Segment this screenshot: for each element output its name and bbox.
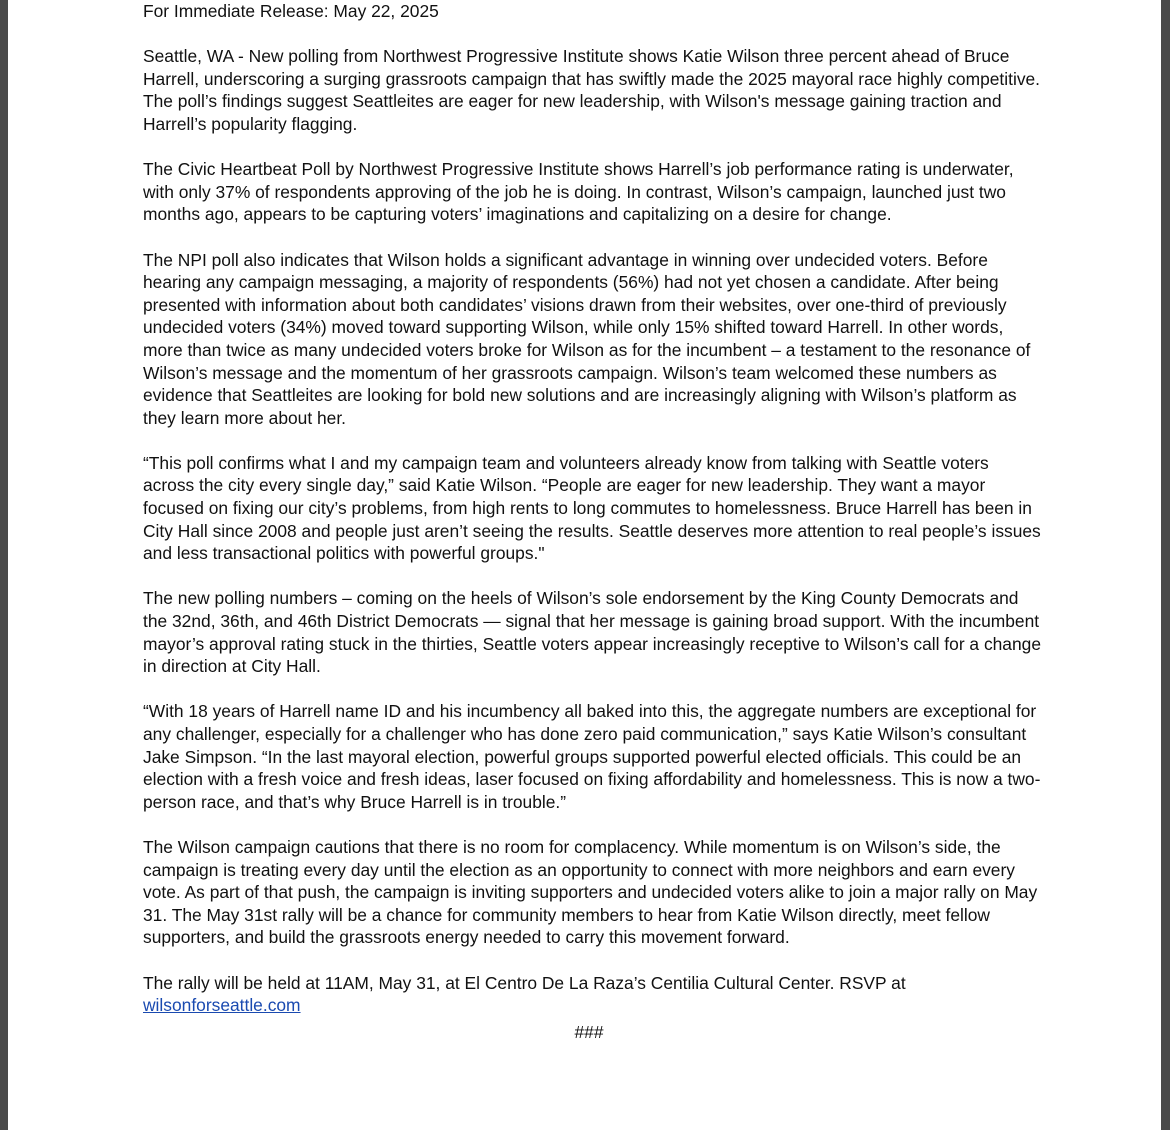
paragraph-civic-heartbeat: The Civic Heartbeat Poll by Northwest Progressive Institute shows Harrell’s job performance rating is underwater, with only 37% of respondents approving of the job he is doing. In contrast, Wilson’s campaign, launched just two months ago, appears to be capturing voters’ imaginations and capitalizing on a desire for change. <box>143 159 1014 225</box>
paragraph-wilson-quote: “This poll confirms what I and my campaign team and volunteers already know from talking with Seattle voters across the city every single day,” said Katie Wilson. “People are eager for new leadership. They want a mayor focused on fixing our city’s problems, from high rents to long commutes to homelessness. Bruce Harrell has been in City Hall since 2008 and people just aren’t seeing the results. Seattle deserves more attention to real people’s issues and less transactional politics with powerful groups." <box>143 452 1041 564</box>
left-window-edge <box>0 0 8 1130</box>
paragraph-polling-lead: Seattle, WA - New polling from Northwest Progressive Institute shows Katie Wilson three percent ahead of Bruce Harrell, underscoring a surging grassroots campaign that has swiftly made the 2025 mayoral race highly competitive. The poll’s findings suggest Seattleites are eager for new leadership, with Wilson's message gaining traction and Harrell’s popularity flagging. <box>143 46 1041 134</box>
paragraph-undecided-voters: The NPI poll also indicates that Wilson holds a significant advantage in winning over undecided voters. Before hearing any campaign messaging, a majority of respondents (56%) had not yet chosen a candidate. After being presented with information about both candidates’ visions drawn from their websites, over one-third of previously undecided voters (34%) moved toward supporting Wilson, while only 15% shifted toward Harrell. In other words, more than twice as many undecided voters broke for Wilson as for the incumbent – a testament to the resonance of Wilson’s message and the momentum of her grassroots campaign. Wilson’s team welcomed these numbers as evidence that Seattleites are looking for bold new solutions and are increasingly aligning with Wilson’s platform as they learn more about her. <box>143 249 1031 428</box>
paragraph-endorsements: The new polling numbers – coming on the heels of Wilson’s sole endorsement by the King County Democrats and the 32nd, 36th, and 46th District Democrats — signal that her message is gaining broad support. With the incumbent mayor’s approval rating stuck in the thirties, Seattle voters appear increasingly receptive to Wilson’s call for a change in direction at City Hall. <box>143 588 1041 677</box>
release-date-line: For Immediate Release: May 22, 2025 <box>143 1 439 21</box>
rsvp-link[interactable]: wilsonforseattle.com <box>143 995 301 1016</box>
rally-details-text: The rally will be held at 11AM, May 31, at El Centro De La Raza’s Centilia Cultural Center. RSVP at <box>143 972 906 993</box>
paragraph-rally-announcement: The Wilson campaign cautions that there is no room for complacency. While momentum is on Wilson’s side, the campaign is treating every day until the election as an opportunity to connect with more neighbors and earn every vote. As part of that push, the campaign is inviting supporters and undecided voters alike to join a major rally on May 31. The May 31st rally will be a chance for community members to hear from Katie Wilson directly, meet fellow supporters, and build the grassroots energy needed to carry this movement forward. <box>143 836 1038 948</box>
right-window-edge <box>1161 0 1170 1130</box>
end-marks: ### <box>574 1021 604 1042</box>
paragraph-rally-details <box>143 972 1043 1017</box>
paragraph-consultant-quote: “With 18 years of Harrell name ID and his incumbency all baked into this, the aggregate numbers are exceptional for any challenger, especially for a challenger who has done zero paid communication,” says Katie Wilson’s consultant Jake Simpson. “In the last mayoral election, powerful groups supported powerful elected officials. This could be an election with a fresh voice and fresh ideas, laser focused on fixing affordability and homelessness. This is now a two-person race, and that’s why Bruce Harrell is in trouble.” <box>143 701 1041 812</box>
press-release-document <box>143 0 1043 1043</box>
